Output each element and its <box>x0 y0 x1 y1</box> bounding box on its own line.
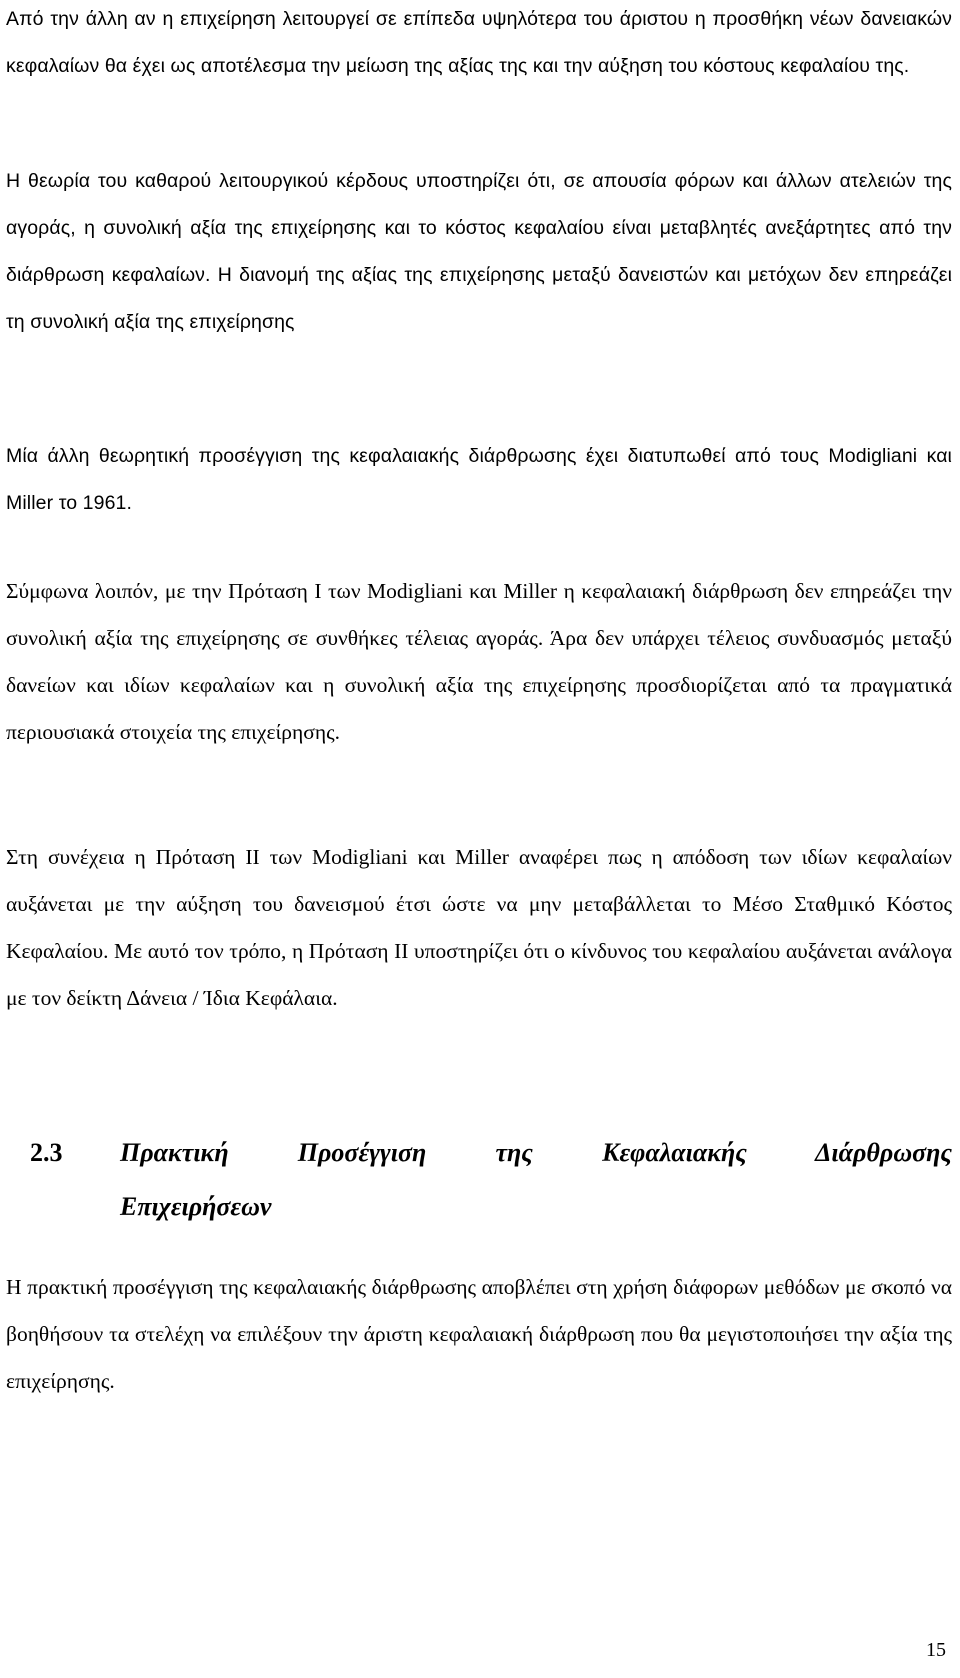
section-title-line-1: Πρακτική Προσέγγιση της Κεφαλαιακής Διάρθρωσης <box>120 1138 952 1167</box>
paragraph-net-operating-income-theory: Η θεωρία του καθαρού λειτουργικού κέρδους υποστηρίζει ότι, σε απουσία φόρων και άλλων ατελειών της αγοράς, η συνολική αξία της επιχείρησης και το κόστος κεφαλαίου είναι μεταβλητές ανεξάρτητες από την διάρθρωση κεφαλαίων. Η διανομή της αξίας της επιχείρησης μεταξύ δανειστών και μετόχων δεν επηρεάζει τη συνολική αξία της επιχείρησης <box>6 170 952 333</box>
page-number: 15 <box>926 1639 946 1661</box>
paragraph-above-optimum: Από την άλλη αν η επιχείρηση λειτουργεί σε επίπεδα υψηλότερα του άριστου η προσθήκη νέων δανειακών κεφαλαίων θα έχει ως αποτέλεσμα την μείωση της αξίας της και την αύξηση του κόστους κεφαλαίου της. <box>6 8 952 77</box>
section-heading <box>30 1126 952 1234</box>
section-number: 2.3 <box>30 1138 63 1167</box>
paragraph-proposition-one: Σύμφωνα λοιπόν, με την Πρόταση Ι των Modigliani και Miller η κεφαλαιακή διάρθρωση δεν επηρεάζει την συνολική αξία της επιχείρησης σε συνθήκες τέλειας αγοράς. Άρα δεν υπάρχει τέλειος συνδυασμός μεταξύ δανείων και ιδίων κεφαλαίων και η συνολική αξία της επιχείρησης προσδιορίζεται από τα πραγματικά περιουσιακά στοιχεία της επιχείρησης. <box>6 579 952 744</box>
section-title-line-2: Επιχειρήσεων <box>120 1192 272 1221</box>
paragraph-proposition-two: Στη συνέχεια η Πρόταση ΙΙ των Modigliani και Miller αναφέρει πως η απόδοση των ιδίων κεφαλαίων αυξάνεται με την αύξηση του δανεισμού έτσι ώστε να μην μεταβάλλεται το Μέσο Σταθμικό Κόστος Κεφαλαίου. Με αυτό τον τρόπο, η Πρόταση ΙΙ υποστηρίζει ότι ο κίνδυνος του κεφαλαίου αυξάνεται ανάλογα με τον δείκτη Δάνεια / Ίδια Κεφάλαια. <box>6 845 952 1010</box>
paragraph-modigliani-miller-intro: Μία άλλη θεωρητική προσέγγιση της κεφαλαιακής διάρθρωσης έχει διατυπωθεί από τους Modigliani και Miller το 1961. <box>6 445 952 514</box>
paragraph-practical-approach: Η πρακτική προσέγγιση της κεφαλαιακής διάρθρωσης αποβλέπει στη χρήση διάφορων μεθόδων με σκοπό να βοηθήσουν τα στελέχη να επιλέξουν την άριστη κεφαλαιακή διάρθρωση που θα μεγιστοποιήσει την αξία της επιχείρησης. <box>6 1275 952 1393</box>
